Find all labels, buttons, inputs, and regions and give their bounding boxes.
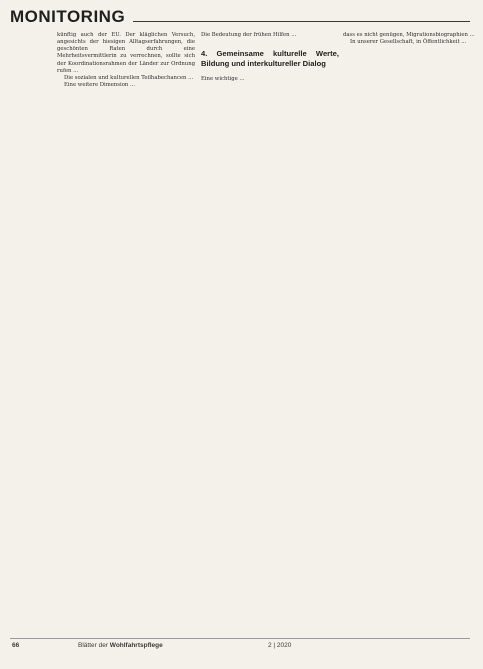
section-heading: 4. Gemeinsame kulturelle Werte, Bildung und interkultureller Dialog [201, 49, 339, 68]
section-header [10, 3, 470, 25]
journal-name: Wohlfahrtspflege [109, 642, 163, 649]
paragraph: In unserer Gesellschaft, in Öffentlichkeit ... [350, 39, 467, 46]
text-column-2 [201, 32, 339, 638]
section-title: MONITORING [10, 7, 126, 26]
page-footer [10, 638, 470, 653]
paragraph: Eine wichtige ... [201, 75, 245, 82]
paragraph: Eine weitere Dimension ... [64, 82, 136, 89]
text-column-1 [57, 32, 195, 638]
page-number: 66 [12, 642, 20, 649]
paragraph: künftig auch der EU. Der kläglichen Versuch, angesichts der hiesigen Alltagserfahrungen, die geschönten Raten durch eine Mehrheitsvermittlerin zu verrechnen, sollte sich der Koordinationsrahmen der Länder zur Ordnung rufen ... [57, 32, 195, 74]
issue-number: 2 | 2020 [268, 642, 292, 649]
text-column-3 [343, 32, 481, 638]
journal-title [78, 642, 163, 649]
paragraph: Die sozialen und kulturellen Teilhabechancen ... [64, 74, 194, 81]
header-rule [133, 21, 470, 22]
paragraph: Die Bedeutung der frühen Hilfen ... [201, 32, 297, 38]
journal-prefix: Blätter der [78, 642, 110, 649]
left-margin [10, 32, 50, 632]
paragraph: dass es nicht genügen, Migrationsbiographien ... [343, 32, 475, 38]
